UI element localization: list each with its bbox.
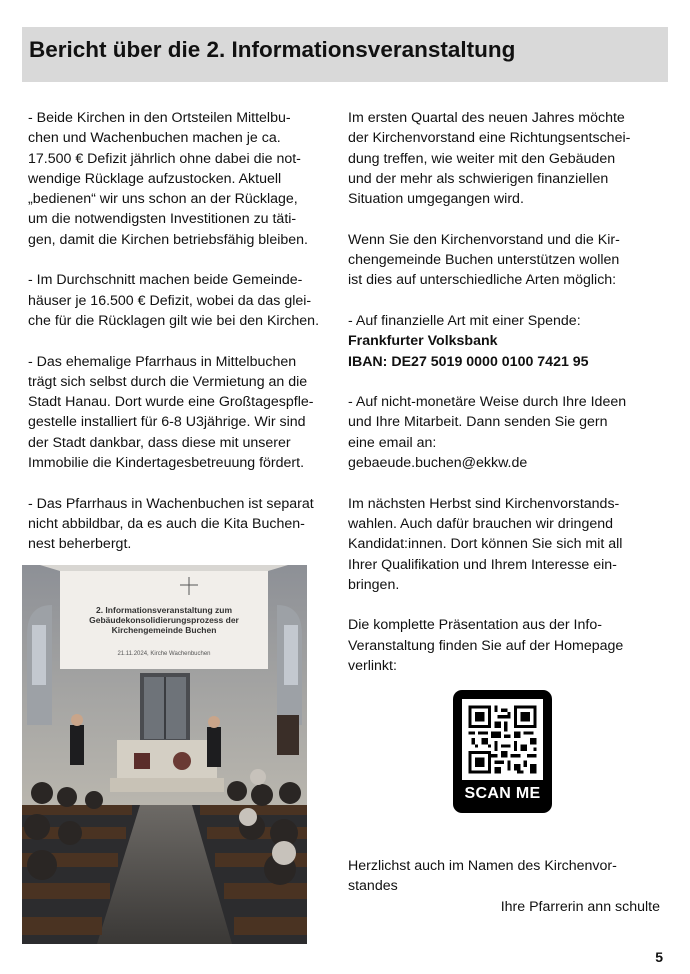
text-line: Stadt Hanau. Dort wurde eine Großtagespfle- [28, 394, 314, 411]
text-line: - Beide Kirchen in den Ortsteilen Mittelbu- [28, 110, 291, 126]
qr-pattern-icon [462, 699, 543, 780]
text-line: Immobilie die Kindertagesbetreuung fördert. [28, 455, 305, 472]
text-line: - Auf nicht-monetäre Weise durch Ihre Ideen [348, 394, 627, 411]
text-line: ist dies auf unterschiedliche Arten möglich: [348, 272, 617, 289]
text-line: 17.500 € Defizit jährlich ohne dabei die not- [28, 150, 301, 167]
text-line: gestelle installiert für 6-8 U3jährige. Wir sind [28, 414, 306, 431]
title-bar [22, 27, 668, 82]
text-line: bringen. [348, 576, 400, 593]
paragraph-community-houses [28, 270, 340, 331]
left-column [28, 108, 340, 555]
slide-date: 21.11.2024, Kirche Wachenbuchen [117, 651, 211, 657]
paragraph-decision [348, 108, 668, 209]
closing-line: standes [348, 878, 398, 895]
paragraph-church-deficit [28, 108, 340, 250]
text-line: um die notwendigsten Investitionen zu täti- [28, 211, 297, 228]
text-line: eine email an: [348, 434, 437, 451]
paragraph-parsonage-wachenbuchen [28, 494, 340, 555]
text-line: und der mehr als schwierigen finanziellen [348, 170, 609, 187]
text-line: wendige Rücklage aufzustocken. Aktuell [28, 170, 282, 187]
paragraph-participation [348, 392, 668, 473]
text-line: chengemeinde Buchen unterstützen wollen [348, 252, 620, 269]
text-line: Wenn Sie den Kirchenvorstand und die Kir- [348, 231, 620, 248]
iban: IBAN: DE27 5019 0000 0100 7421 95 [348, 353, 589, 370]
event-photo [22, 565, 307, 944]
right-column [348, 108, 668, 676]
text-line: Ihrer Qualifikation und Ihrem Interesse ein- [348, 556, 617, 573]
text-line: Im ersten Quartal des neuen Jahres möchte [348, 110, 625, 126]
text-line: Im nächsten Herbst sind Kirchenvorstands- [348, 495, 620, 512]
text-line: „bedienen“ wir uns schon an der Rücklage, [28, 191, 298, 208]
text-line: Die komplette Präsentation aus der Info- [348, 617, 602, 634]
text-line: und Ihre Mitarbeit. Dann senden Sie gern [348, 414, 608, 431]
paragraph-presentation [348, 615, 668, 676]
text-line: che für die Rücklagen gilt wie bei den Kirchen. [28, 312, 320, 329]
qr-code[interactable] [453, 690, 552, 813]
text-line: Kandidat:innen. Dort können Sie sich mit all [348, 536, 623, 553]
closing-line: Herzlichst auch im Namen des Kirchenvor- [348, 858, 617, 874]
text-line: - Das Pfarrhaus in Wachenbuchen ist separat [28, 495, 314, 512]
text-line: Situation umgegangen wird. [348, 191, 524, 208]
text-line: wahlen. Auch dafür brauchen wir dringend [348, 515, 614, 532]
text-line: Veranstaltung finden Sie auf der Homepage [348, 637, 624, 654]
slide-line-2: Gebäudekonsolidierungsprozess der [89, 615, 239, 625]
paragraph-elections [348, 494, 668, 595]
slide-line-1: 2. Informationsveranstaltung zum [95, 605, 233, 615]
page-title: Bericht über die 2. Informationsveranstaltung [29, 37, 516, 62]
paragraph-donation [348, 311, 668, 372]
signature-block [348, 856, 660, 917]
paragraph-parsonage-mittelbuchen [28, 352, 340, 474]
page-number: 5 [655, 949, 663, 965]
slide-line-3: Kirchengemeinde Buchen [111, 625, 217, 635]
paragraph-support [348, 230, 668, 291]
text-line: gen, damit die Kirchen betriebsfähig bleiben. [28, 231, 308, 248]
qr-scan-label: SCAN ME [464, 785, 541, 802]
text-line: - Auf finanzielle Art mit einer Spende: [348, 312, 581, 329]
text-line: - Das ehemalige Pfarrhaus in Mittelbuchen [28, 353, 297, 370]
email-link[interactable]: gebaeude.buchen@ekkw.de [348, 455, 528, 472]
text-line: dung treffen, wie weiter mit den Gebäuden [348, 150, 616, 167]
text-line: trägt sich selbst durch die Vermietung an die [28, 373, 308, 390]
text-line: häuser je 16.500 € Defizit, wobei da das glei- [28, 292, 312, 309]
text-line: der Kirchenvorstand eine Richtungsentschei- [348, 130, 631, 147]
text-line: nicht abbildbar, da es auch die Kita Buchen- [28, 515, 305, 532]
text-line: chen und Wachenbuchen machen je ca. [28, 130, 281, 147]
bank-name: Frankfurter Volksbank [348, 333, 498, 350]
text-line: verlinkt: [348, 658, 397, 675]
text-line: der Stadt dankbar, dass diese mit unserer [28, 434, 291, 451]
signature-name: Ihre Pfarrerin ann schulte [500, 898, 660, 915]
text-line: nest beherbergt. [28, 536, 132, 553]
text-line: - Im Durchschnitt machen beide Gemeinde- [28, 272, 303, 289]
